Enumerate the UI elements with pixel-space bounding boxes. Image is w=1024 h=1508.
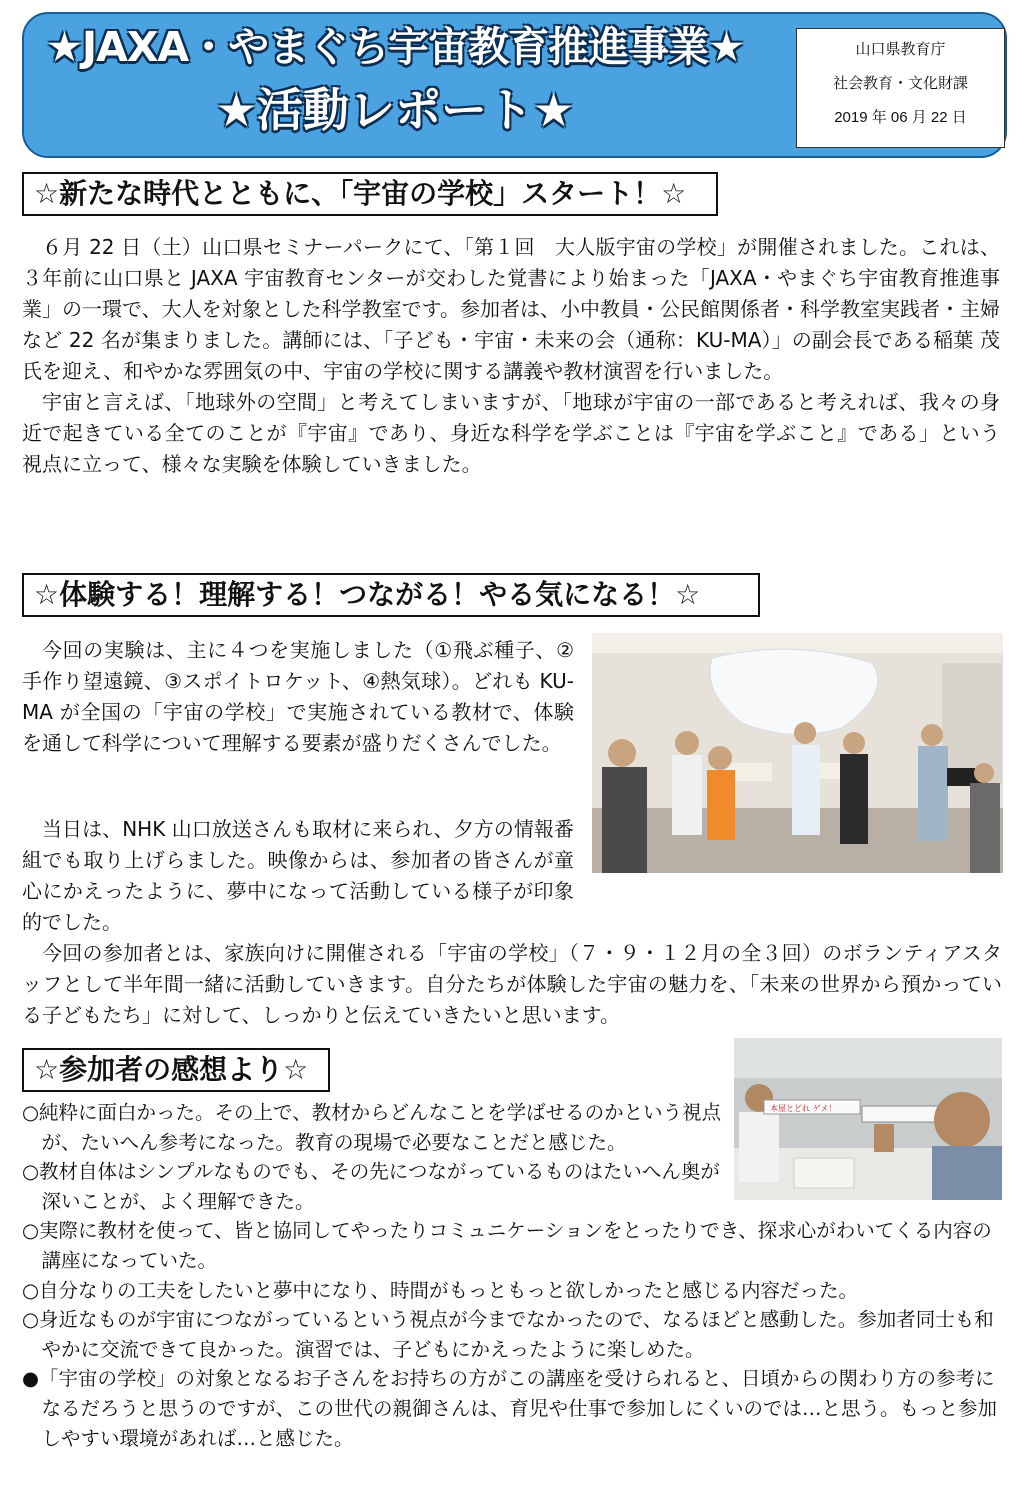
impressions-list: [22, 1098, 1002, 1453]
impression-item-1: ○純粋に面白かった。その上で、教材からどんなことを学ばせるのかという視点が、たいへん参考になった。教育の現場で必要なことだと感じた。: [22, 1101, 722, 1154]
impression-item-4: ○自分なりの工夫をしたいと夢中になり、時間がもっともっと欲しかったと感じる内容だった。: [22, 1278, 859, 1302]
section2-paragraph-1: 今回の実験は、主に４つを実施しました（①飛ぶ種子、②手作り望遠鏡、③スポイトロケット、④熱気球）。どれも KU-MA が全国の「宇宙の学校」で実施されている教材で、体験を通して科学について理解する要素が盛りだくさんでした。: [22, 638, 574, 755]
telescope-sign-text: 本屋とどれ ゲメ！: [770, 1104, 837, 1113]
issuer-org: 山口県教育庁: [855, 41, 946, 58]
impression-item-2: ○教材自体はシンプルなものでも、その先につながっているものはたいへん奥が深いことが、よく理解できた。: [22, 1160, 720, 1213]
section2-paragraph-3: 今回の参加者とは、家族向けに開催される「宇宙の学校」（７・９・１２月の全３回）のボランティアスタッフとして半年間一緒に活動していきます。自分たちが体験した宇宙の魅力を、「未来の世界から預かっている子どもたち」に対して、しっかりと伝えていきたいと思います。: [22, 941, 1002, 1027]
balloon-experiment-photo: [592, 633, 1003, 873]
title-line-2: ★活動レポート★: [215, 83, 575, 137]
section1-paragraph-1: ６月 22 日（土）山口県セミナーパークにて、「第１回 大人版宇宙の学校」が開催されました。これは、３年前に山口県と JAXA 宇宙教育センターが交わした覚書により始まった「JAXA・やまぐち宇宙教育推進事業」の一環で、大人を対象とした科学教室です。参加者は、小中教員・公民館関係者・科学教室実践者・主婦など 22 名が集まりました。講師には、「子ども・宇宙・未来の会（通称：KU-MA）」の副会長である稲葉 茂氏を迎え、和やかな雰囲気の中、宇宙の学校に関する講義や教材演習を行いました。: [22, 235, 1000, 383]
section3-heading: ☆参加者の感想より☆: [22, 1048, 330, 1092]
balloon-photo-illustration: [592, 633, 1003, 873]
section1-paragraph-2: 宇宙と言えば、「地球外の空間」と考えてしまいますが、「地球が宇宙の一部であると考えれば、我々の身近で起きている全てのことが『宇宙』であり、身近な科学を学ぶことは『宇宙を学ぶこと』である」という視点に立って、様々な実験を体験していきました。: [22, 390, 1000, 476]
title-line-1: ★JAXA・やまぐち宇宙教育推進事業★: [46, 23, 744, 71]
impression-item-3: ○実際に教材を使って、皆と協同してやったりコミュニケーションをとったりでき、探求心がわいてくる内容の講座になっていた。: [22, 1219, 992, 1272]
impression-item-6: ●「宇宙の学校」の対象となるお子さんをお持ちの方がこの講座を受けられると、日頃からの関わり方の参考になるだろうと思うのですが、この世代の親御さんは、育児や仕事で参加しにくいのでは…と思う。もっと参加しやすい環境があれば…と感じた。: [22, 1367, 998, 1450]
section1-heading: ☆新たな時代とともに、「宇宙の学校」スタート！☆: [22, 172, 718, 216]
impression-item-5: ○身近なものが宇宙につながっているという視点が今までなかったので、なるほどと感動した。参加者同士も和やかに交流できて良かった。演習では、子どもにかえったように楽しめた。: [22, 1308, 994, 1361]
issuer-dept: 社会教育・文化財課: [832, 75, 968, 92]
section1-body: [22, 232, 1000, 480]
section2-paragraph-2: 当日は、NHK 山口放送さんも取材に来られ、夕方の情報番組でも取り上げらました。映像からは、参加者の皆さんが童心にかえったように、夢中になって活動している様子が印象的でした。: [22, 817, 574, 934]
section2-body-top: [22, 635, 574, 759]
issue-date: 2019 年 06 月 22 日: [834, 109, 967, 126]
issuer-box: [796, 28, 1005, 148]
section2-heading: ☆体験する！理解する！つながる！やる気になる！☆: [22, 573, 760, 617]
